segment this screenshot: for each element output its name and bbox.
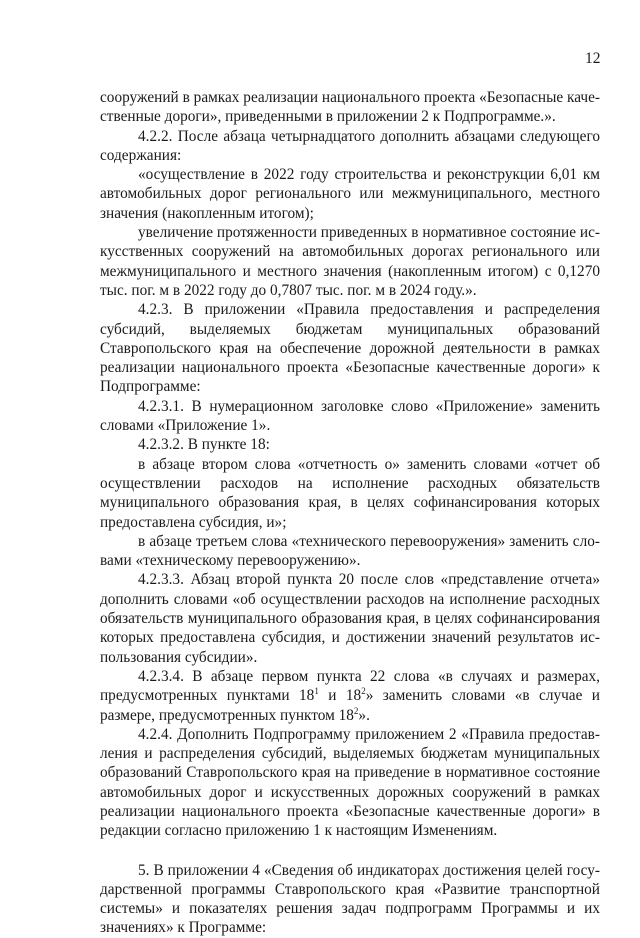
- paragraph-second-abzac: в абзаце втором слова «отчетность о» заменить словами «отчет об осуществлении расходов на исполнение расходных обязательств муниципального образования края, в целях софинансирования которых предоставлена субсидия, и»;: [100, 455, 600, 531]
- superscript: 2: [353, 705, 359, 716]
- paragraph-4-2-3-2: 4.2.3.2. В пункте 18:: [138, 436, 270, 454]
- page-number: 12: [585, 50, 601, 67]
- superscript: 2: [361, 686, 366, 697]
- paragraph-text-part: ».: [358, 706, 370, 724]
- paragraph-road-construction: «осуществление в 2022 году строительства и реконструкции 6,01 км автомобильных дорог регионального или межмуниципального, местного значения (накопленным итогом);: [100, 166, 600, 222]
- document-body: [100, 88, 600, 938]
- paragraph-4-2-3-1: 4.2.3.1. В нумерационном заголовке слово «Приложение» заменить словами «Приложение 1».: [100, 397, 600, 435]
- paragraph-text-part: и 18: [318, 687, 362, 705]
- paragraph-5: 5. В приложении 4 «Сведения об индикаторах достижения целей государственной программы Ставропольского края «Развитие транспортной системы» и показателях решения задач подпрограмм Программы и их значениях» к Программе:: [100, 861, 600, 937]
- paragraph-continuation: сооружений в рамках реализации национального проекта «Безопасные качественные дороги», приведенными в приложении 2 к Подпрограмме.».: [100, 89, 600, 126]
- paragraph-structures-length: увеличение протяженности приведенных в нормативное состояние искусственных сооружений на автомобильных дорогах регионального или межмуниципального и местного значения (накопленным итогом) с 0,1270 тыс. пог. м в 2022 году до 0,7807 тыс. пог. м в 2024 году.».: [100, 224, 600, 299]
- paragraph-4-2-3: 4.2.3. В приложении «Правила предоставления и распределения субсидий, выделяемых бюджетам муниципальных образований Ставропольского края на обеспечение дорожной деятельности в рамках реализации национального проекта «Безопасные качественные дороги» к Подпрограмме:: [100, 301, 600, 396]
- paragraph-4-2-3-4: [100, 667, 600, 725]
- paragraph-4-2-3-3: 4.2.3.3. Абзац второй пункта 20 после слов «представление отчета» дополнить словами «об осуществлении расходов на исполнение расходных обязательств муниципального образования края, в целях софинансирования которых предоставлена субсидия, и достижении значений результатов использования субсидии».: [100, 571, 600, 666]
- paragraph-4-2-4: 4.2.4. Дополнить Подпрограмму приложением 2 «Правила предоставления и распределения субсидий, выделяемых бюджетам муниципальных образований Ставропольского края на приведение в нормативное состояние автомобильных дорог и искусственных дорожных сооружений в рамках реализации национального проекта «Безопасные качественные дороги» в редакции согласно приложению 1 к настоящим Изменениям.: [100, 725, 600, 840]
- paragraph-text-part: » заменить словами «в случае и размере, предусмотренных пунктом 18: [100, 687, 600, 724]
- superscript: 1: [314, 686, 319, 697]
- paragraph-third-abzac: в абзаце третьем слова «технического перевооружения» заменить словами «техническому перевооружению».: [100, 532, 600, 570]
- paragraph-4-2-2: 4.2.2. После абзаца четырнадцатого дополнить абзацами следующего содержания:: [100, 127, 600, 164]
- paragraph-text-part: 4.2.3.4. В абзаце первом пункта 22 слова «в случаях и размерах, предусмотренных пунктами 18: [100, 667, 600, 705]
